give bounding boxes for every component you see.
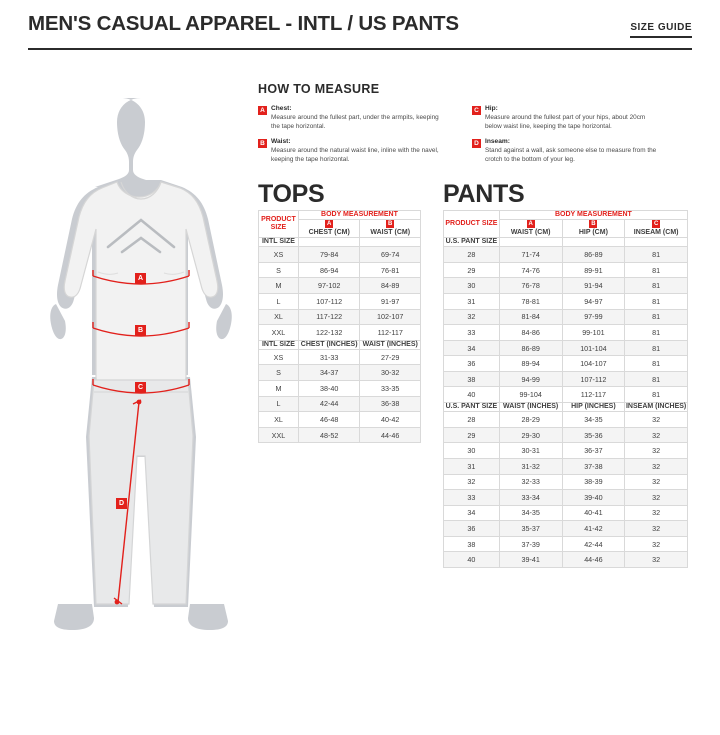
- table-row: 33 33-34 39-40 32: [444, 490, 688, 506]
- pants-col-inseam-cm: C INSEAM (CM): [625, 220, 688, 238]
- measure-item-inseam: [472, 138, 662, 164]
- table-row: XXL 122-132 112-117: [259, 325, 421, 341]
- tops-size-label-cm: INTL SIZE: [259, 238, 299, 247]
- tops-size-label-inches: INTL SIZE: [259, 340, 299, 349]
- pants-head-product-size: PRODUCT SIZE: [444, 211, 500, 238]
- tops-head-body-measurement: BODY MEASUREMENT: [298, 211, 420, 220]
- pants-table: [443, 210, 688, 568]
- mannequin-illustration: [36, 92, 246, 652]
- page-title: MEN'S CASUAL APPAREL - INTL / US PANTS: [28, 12, 459, 35]
- badge-b-icon: B: [388, 221, 393, 228]
- badge-a-icon: A: [258, 106, 267, 115]
- pants-col-waist-inches: WAIST (INCHES): [499, 403, 562, 412]
- how-to-measure-section: [258, 82, 688, 171]
- header-divider: [28, 48, 692, 50]
- table-row: 31 78-81 94-97 81: [444, 293, 688, 309]
- table-row: XL 117-122 102-107: [259, 309, 421, 325]
- pants-title: PANTS: [443, 180, 525, 208]
- tops-table: [258, 210, 421, 443]
- pants-col-inseam-inches: INSEAM (INCHES): [625, 403, 687, 411]
- marker-b-waist: B: [135, 325, 146, 336]
- tops-col-waist-cm: B WAIST (CM): [360, 220, 421, 238]
- badge-a-icon: A: [327, 221, 332, 228]
- table-row: 28 71-74 86-89 81: [444, 247, 688, 263]
- table-row: 34 34-35 40-41 32: [444, 505, 688, 521]
- badge-a-icon: A: [528, 221, 533, 228]
- pants-col-waist-cm: A WAIST (CM): [499, 220, 562, 238]
- measure-item-waist-text: Measure around the natural waist line, inline with the navel, keeping the tape horizontal.: [271, 147, 439, 163]
- table-row: M 97-102 84-89: [259, 278, 421, 294]
- measure-item-waist: [258, 138, 448, 164]
- measure-item-hip-title: Hip:: [485, 105, 498, 112]
- table-row: M 38-40 33-35: [259, 380, 421, 396]
- inseam-start-dot: [137, 400, 142, 405]
- table-row: L 107-112 91-97: [259, 293, 421, 309]
- table-row: XL 46-48 40-42: [259, 412, 421, 428]
- badge-c-icon: C: [472, 106, 481, 115]
- marker-c-hip: C: [135, 382, 146, 393]
- measure-item-inseam-text: Stand against a wall, ask someone else to measure from the crotch to the bottom of your leg.: [485, 147, 657, 163]
- marker-d-inseam: D: [116, 498, 127, 509]
- tops-head-product-size: PRODUCT SIZE: [259, 211, 299, 238]
- tops-col-waist-inches: WAIST (INCHES): [360, 340, 421, 349]
- inseam-end-dot: [115, 600, 120, 605]
- table-row: 32 81-84 97-99 81: [444, 309, 688, 325]
- measure-item-waist-title: Waist:: [271, 138, 291, 146]
- tops-col-chest-cm: A CHEST (CM): [298, 220, 360, 238]
- table-row: 33 84-86 99-101 81: [444, 325, 688, 341]
- mannequin-svg: [36, 92, 246, 652]
- table-row: 36 35-37 41-42 32: [444, 521, 688, 537]
- table-row: 34 86-89 101-104 81: [444, 340, 688, 356]
- how-to-measure-heading: HOW TO MEASURE: [258, 82, 380, 96]
- badge-c-icon: C: [653, 221, 659, 228]
- tops-col-chest-inches: CHEST (INCHES): [298, 340, 360, 349]
- table-row: 30 76-78 91-94 81: [444, 278, 688, 294]
- table-row: XXL 48-52 44-46: [259, 427, 421, 443]
- table-row: 30 30-31 36-37 32: [444, 443, 688, 459]
- table-row: 31 31-32 37-38 32: [444, 458, 688, 474]
- table-row: 40 99-104 112-117 81: [444, 387, 688, 403]
- table-row: 29 29-30 35-36 32: [444, 427, 688, 443]
- table-row: 28 28-29 34-35 32: [444, 412, 688, 428]
- pants-size-label-cm: U.S. PANT SIZE: [444, 238, 500, 247]
- measure-item-chest-text: Measure around the fullest part, under the armpits, keeping the tape horizontal.: [271, 113, 439, 130]
- table-row: XS 31-33 27-29: [259, 349, 421, 365]
- measure-item-hip: [472, 105, 662, 131]
- measure-item-chest-title: Chest:: [271, 105, 292, 112]
- how-to-measure-column-left: [258, 105, 448, 171]
- size-guide-label: SIZE GUIDE: [630, 22, 692, 38]
- how-to-measure-column-right: [472, 105, 662, 171]
- badge-b-icon: B: [258, 139, 267, 148]
- marker-a-chest: A: [135, 273, 146, 284]
- pants-shape: [89, 380, 193, 604]
- table-row: 38 94-99 107-112 81: [444, 371, 688, 387]
- measure-item-hip-text: Measure around the fullest part of your hips, about 20cm below waist line, keeping the tape horizontal.: [485, 113, 646, 130]
- table-row: 40 39-41 44-46 32: [444, 552, 688, 568]
- pants-head-body-measurement: BODY MEASUREMENT: [499, 211, 687, 220]
- badge-d-icon: D: [472, 139, 481, 148]
- pants-col-hip-inches: HIP (INCHES): [562, 403, 625, 412]
- measure-item-chest: [258, 105, 448, 131]
- table-row: 36 89-94 104-107 81: [444, 356, 688, 372]
- table-row: XS 79-84 69-74: [259, 247, 421, 263]
- table-row: 29 74-76 89-91 81: [444, 262, 688, 278]
- badge-b-icon: B: [591, 221, 596, 228]
- table-row: S 34-37 30-32: [259, 365, 421, 381]
- pants-size-label-inches: U.S. PANT SIZE: [444, 403, 500, 412]
- measure-item-inseam-title: Inseam:: [485, 138, 510, 146]
- table-row: S 86-94 76-81: [259, 262, 421, 278]
- tops-title: TOPS: [258, 180, 325, 208]
- pants-col-hip-cm: B HIP (CM): [562, 220, 625, 238]
- table-row: L 42-44 36-38: [259, 396, 421, 412]
- table-row: 32 32-33 38-39 32: [444, 474, 688, 490]
- table-row: 38 37-39 42-44 32: [444, 536, 688, 552]
